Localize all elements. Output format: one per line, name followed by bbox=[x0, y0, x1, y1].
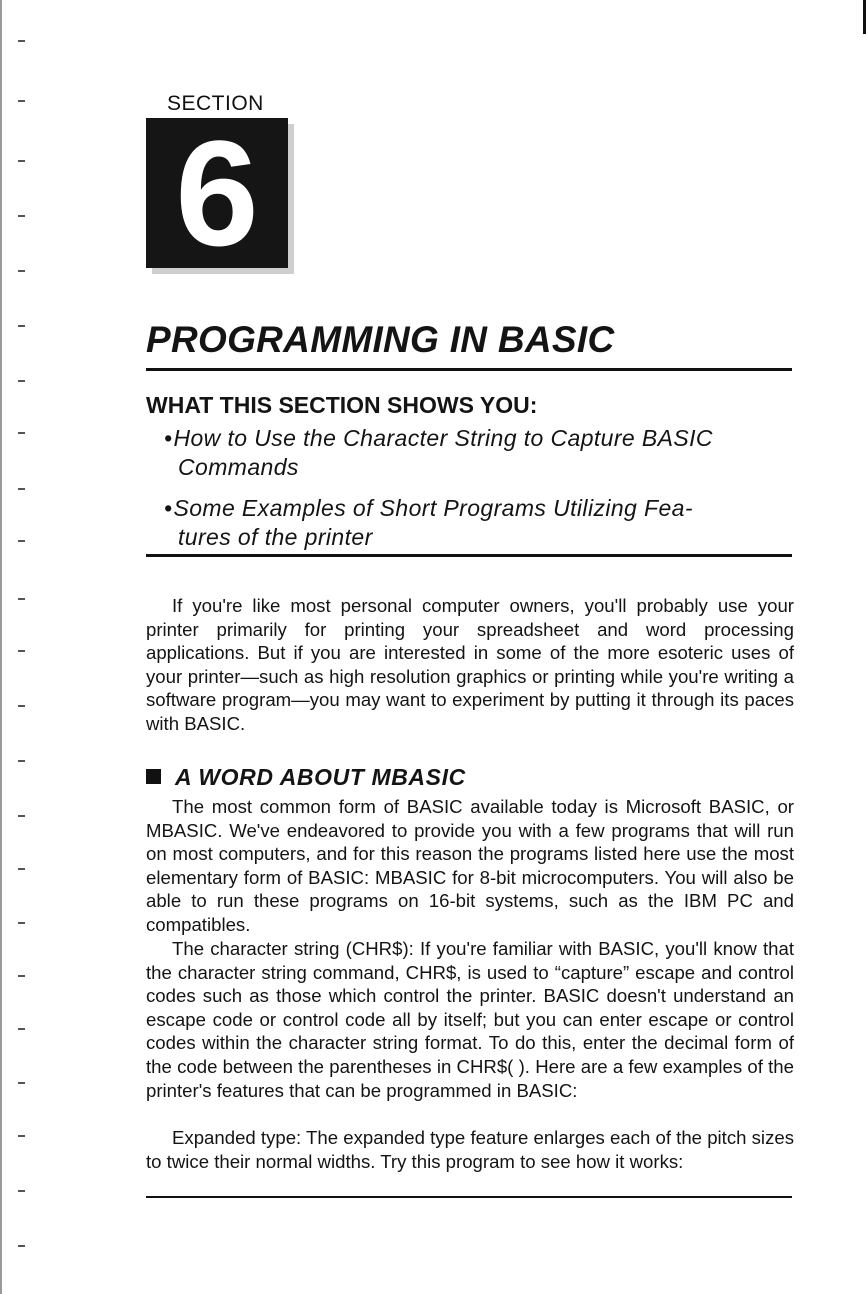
list-item: •How to Use the Character String to Capture BASIC Commands bbox=[164, 424, 804, 482]
bullet-line: How to Use the Character String to Capture BASIC bbox=[173, 425, 713, 451]
mbasic-paragraph-3: Expanded type: The expanded type feature enlarges each of the pitch sizes to twice their normal widths. Try this program to see how it works: bbox=[146, 1127, 794, 1172]
edge-mark bbox=[863, 0, 866, 34]
mbasic-paragraph-1: The most common form of BASIC available today is Microsoft BASIC, or MBASIC. We've endeavored to provide you with a few programs that will run on most computers, and for this reason the programs listed here use the most elementary form of BASIC: MBASIC for 8-bit microcomputers. You will also be able to run these programs on 16-bit systems, such as the IBM PC and compatibles. bbox=[146, 796, 794, 935]
mbasic-paragraph-2: The character string (CHR$): If you're familiar with BASIC, you'll know that the character string command, CHR$, is used to “capture” escape and control codes such as those which control the printer. BASIC doesn't understand an escape code or control code all by itself; but you can enter escape or control codes within the character string format. To do this, enter the decimal form of the code between the parentheses in CHR$( ). Here are a few examples of the printer's features that can be programmed in BASIC: bbox=[146, 938, 794, 1101]
shows-rule bbox=[146, 554, 792, 557]
bullet-line: Some Examples of Short Programs Utilizing Fea- bbox=[173, 495, 693, 521]
square-bullet-icon bbox=[146, 769, 161, 784]
bullet-line: tures of the printer bbox=[178, 524, 373, 550]
section-label: SECTION bbox=[167, 92, 264, 115]
mbasic-heading bbox=[146, 762, 466, 792]
title-rule bbox=[146, 368, 792, 371]
binding-margin bbox=[0, 0, 30, 1294]
list-item: •Some Examples of Short Programs Utilizing Fea- tures of the printer bbox=[164, 494, 804, 552]
mbasic-heading-text: A WORD ABOUT MBASIC bbox=[175, 764, 466, 790]
intro-paragraph: If you're like most personal computer owners, you'll probably use your printer primarily for printing your spreadsheet and word processing applications. But if you are interested in some of the more esoteric uses of your printer—such as high resolution graphics or printing while you're writing a software program—you may want to experiment by putting it through its paces with BASIC. bbox=[146, 595, 794, 734]
bottom-rule bbox=[146, 1196, 792, 1198]
section-number-box bbox=[146, 109, 288, 277]
shows-list bbox=[164, 424, 804, 564]
shows-heading: WHAT THIS SECTION SHOWS YOU: bbox=[146, 392, 538, 418]
section-number: 6 bbox=[175, 109, 259, 277]
bullet-line: Commands bbox=[178, 454, 299, 480]
page-title: PROGRAMMING IN BASIC bbox=[146, 319, 615, 360]
